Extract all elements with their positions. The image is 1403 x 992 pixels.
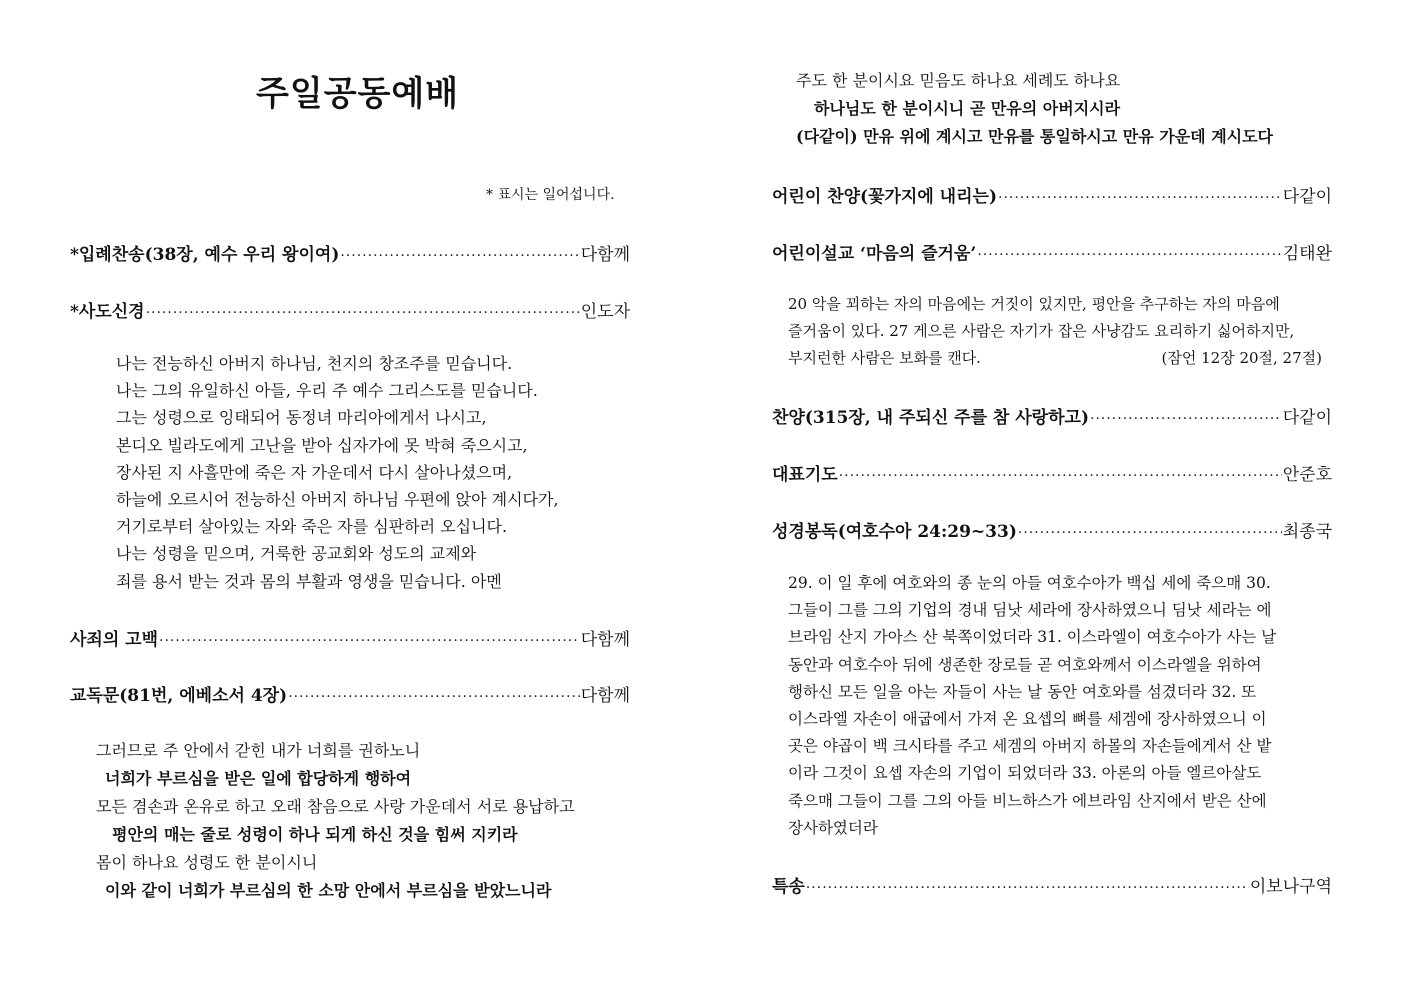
responsive-line: 모든 겸손과 온유로 하고 오래 참음으로 사랑 가운데서 서로 용납하고 [96, 797, 575, 816]
responsive-line: 이와 같이 너희가 부르심의 한 소망 안에서 부르심을 받았느니라 [105, 881, 552, 900]
item-name: 대표기도 [772, 465, 838, 485]
leader-dots [146, 305, 580, 321]
order-item-entrance-hymn [70, 240, 630, 265]
scripture-line: 즐거움이 있다. 27 게으른 사람은 자기가 잡은 사냥감도 요리하기 싫어하지만, [788, 322, 1295, 340]
leader-dots [288, 689, 580, 705]
item-leader: 다함께 [580, 245, 630, 265]
creed-line: 하늘에 오르시어 전능하신 아버지 하나님 우편에 앉아 계시다가, [116, 490, 559, 510]
order-item-responsive-reading [70, 681, 630, 706]
leader-dots [1018, 525, 1282, 541]
responsive-text-continued [796, 67, 1273, 151]
item-leader: 다함께 [580, 630, 630, 650]
reading-line: 곳은 야곱이 백 크시타를 주고 세겜의 아버지 하몰의 자손들에게서 산 밭 [788, 737, 1272, 756]
leader-dots [806, 880, 1249, 896]
leader-dots [340, 248, 579, 264]
item-leader: 최종국 [1282, 522, 1332, 542]
reading-line: 죽으매 그들이 그를 그의 아들 비느하스가 에브라임 산지에서 받은 산에 [788, 791, 1267, 810]
creed-text [116, 350, 559, 595]
item-leader: 안준호 [1282, 465, 1332, 485]
leader-dots [159, 633, 580, 649]
creed-line: 죄를 용서 받는 것과 몸의 부활과 영생을 믿습니다. 아멘 [116, 571, 502, 591]
item-leader: 김태완 [1282, 244, 1332, 264]
leader-dots [998, 190, 1282, 206]
responsive-line: 몸이 하나요 성령도 한 분이시니 [96, 853, 318, 872]
order-item-confession [70, 625, 630, 650]
item-name: *사도신경 [70, 302, 145, 322]
creed-line: 그는 성령으로 잉태되어 동정녀 마리아에게서 나시고, [116, 408, 487, 428]
reading-text [788, 570, 1332, 842]
reading-line: 브라임 산지 가아스 산 북쪽이었더라 31. 이스라엘이 여호수아가 사는 날 [788, 628, 1277, 647]
leader-dots [1090, 411, 1282, 427]
item-leader: 다같이 [1282, 187, 1332, 207]
item-name: 어린이설교 ‘마음의 즐거움’ [772, 244, 977, 264]
order-item-hymn [772, 403, 1332, 428]
creed-line: 나는 그의 유일하신 아들, 우리 주 예수 그리스도를 믿습니다. [116, 381, 538, 401]
order-item-apostles-creed [70, 297, 630, 322]
creed-line: 나는 성령을 믿으며, 거룩한 공교회와 성도의 교제와 [116, 544, 477, 564]
item-name: 찬양(315장, 내 주되신 주를 참 사랑하고) [772, 408, 1089, 428]
item-name: 사죄의 고백 [70, 630, 159, 650]
responsive-line: 너희가 부르심을 받은 일에 합당하게 행하여 [105, 769, 412, 788]
creed-line: 장사된 지 사흘만에 죽은 자 가운데서 다시 살아나셨으며, [116, 462, 513, 482]
item-leader: 인도자 [580, 302, 630, 322]
responsive-line: (다같이) 만유 위에 계시고 만유를 통일하시고 만유 가운데 계시도다 [796, 127, 1274, 146]
item-leader: 다같이 [1282, 408, 1332, 428]
item-name: 성경봉독(여호수아 24:29~33) [772, 522, 1017, 542]
scripture-line: 20 악을 꾀하는 자의 마음에는 거짓이 있지만, 평안을 추구하는 자의 마음에 [788, 295, 1280, 313]
creed-line: 거기로부터 살아있는 자와 죽은 자를 심판하러 오십니다. [116, 517, 508, 537]
reading-line: 동안과 여호수아 뒤에 생존한 장로들 곧 여호와께서 이스라엘을 위하여 [788, 655, 1262, 674]
responsive-line: 하나님도 한 분이시니 곧 만유의 아버지시라 [814, 99, 1121, 118]
standing-note: * 표시는 일어섭니다. [486, 187, 615, 203]
reading-line: 그들이 그를 그의 기업의 경내 딤낫 세라에 장사하였으니 딤낫 세라는 에 [788, 601, 1272, 620]
item-leader: 이보나구역 [1249, 877, 1332, 897]
order-item-children-hymn [772, 182, 1332, 207]
responsive-line: 그러므로 주 안에서 갇힌 내가 너희를 권하노니 [96, 741, 421, 760]
order-item-scripture-reading [772, 517, 1332, 542]
order-item-special-song [772, 872, 1332, 897]
leader-dots [977, 247, 1281, 263]
item-name: 교독문(81번, 에베소서 4장) [70, 686, 288, 706]
reading-line: 이라 그것이 요셉 자손의 기업이 되었더라 33. 아론의 아들 엘르아살도 [788, 764, 1262, 783]
reading-line: 장사하였더라 [788, 818, 878, 837]
scripture-line: 부지런한 사람은 보화를 캔다. [788, 349, 981, 367]
scripture-reference: (잠언 12장 20절, 27절) [1161, 349, 1322, 367]
item-leader: 다함께 [580, 686, 630, 706]
reading-line: 이스라엘 자손이 애굽에서 가져 온 요셉의 뼈를 세겜에 장사하였으니 이 [788, 710, 1267, 729]
item-name: *입례찬송(38장, 예수 우리 왕이여) [70, 245, 340, 265]
creed-line: 나는 전능하신 아버지 하나님, 천지의 창조주를 믿습니다. [116, 354, 513, 373]
leader-dots [839, 468, 1282, 484]
order-item-children-sermon [772, 239, 1332, 264]
item-name: 어린이 찬양(꽃가지에 내리는) [772, 187, 997, 207]
item-name: 특송 [772, 877, 805, 897]
creed-line: 본디오 빌라도에게 고난을 받아 십자가에 못 박혀 죽으시고, [116, 435, 528, 455]
reading-line: 29. 이 일 후에 여호와의 종 눈의 아들 여호수아가 백십 세에 죽으매 30. [788, 574, 1271, 592]
responsive-line: 평안의 매는 줄로 성령이 하나 되게 하신 것을 힘써 지키라 [112, 825, 518, 844]
responsive-line: 주도 한 분이시요 믿음도 하나요 세례도 하나요 [796, 71, 1121, 90]
page-title: 주일공동예배 [256, 74, 460, 114]
scripture-last-row [788, 345, 1322, 372]
sermon-scripture [788, 291, 1332, 372]
reading-line: 행하신 모든 일을 아는 자들이 사는 날 동안 여호와를 섬겼더라 32. 또 [788, 682, 1257, 701]
order-item-prayer [772, 460, 1332, 485]
responsive-text [96, 737, 575, 905]
